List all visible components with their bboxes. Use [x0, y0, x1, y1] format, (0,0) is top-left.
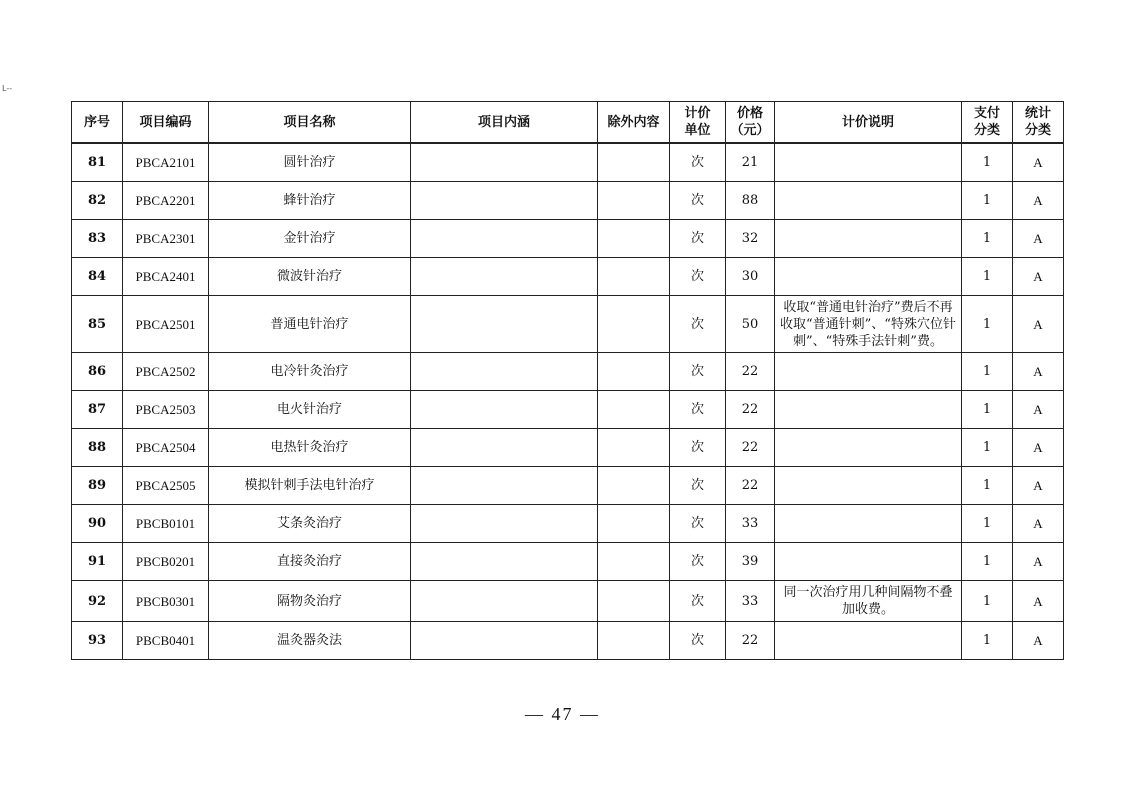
cell-price: 22 [726, 391, 775, 429]
table-row [72, 258, 1064, 296]
cell-pay: 1 [962, 258, 1013, 296]
cell-exclude [598, 429, 670, 467]
cell-stat: A [1013, 143, 1064, 182]
header-exclude: 除外内容 [598, 102, 670, 144]
cell-content [411, 543, 598, 581]
header-code: 项目编码 [123, 102, 209, 144]
cell-stat: A [1013, 296, 1064, 353]
cell-seq: 88 [72, 429, 123, 467]
header-pay-line2: 分类 [973, 123, 1000, 138]
page-number: — 47 — [525, 704, 600, 724]
cell-exclude [598, 467, 670, 505]
cell-pay: 1 [962, 505, 1013, 543]
header-name: 项目名称 [209, 102, 411, 144]
header-stat-line1: 统计 [1024, 106, 1051, 121]
cell-code: PBCA2501 [123, 296, 209, 353]
cell-unit: 次 [670, 429, 726, 467]
cell-seq: 86 [72, 353, 123, 391]
cell-pay: 1 [962, 182, 1013, 220]
header-price [726, 102, 775, 144]
cell-content [411, 467, 598, 505]
table-body [72, 143, 1064, 660]
cell-exclude [598, 391, 670, 429]
cell-unit: 次 [670, 622, 726, 660]
cell-pay: 1 [962, 429, 1013, 467]
cell-note [775, 622, 962, 660]
fee-table [71, 101, 1064, 660]
cell-seq: 83 [72, 220, 123, 258]
table-row [72, 543, 1064, 581]
cell-code: PBCA2201 [123, 182, 209, 220]
cell-note [775, 258, 962, 296]
cell-pay: 1 [962, 543, 1013, 581]
cell-note [775, 391, 962, 429]
cell-stat: A [1013, 505, 1064, 543]
cell-note [775, 467, 962, 505]
cell-unit: 次 [670, 353, 726, 391]
cell-note [775, 182, 962, 220]
cell-content [411, 296, 598, 353]
cell-name: 普通电针治疗 [209, 296, 411, 353]
cell-code: PBCB0401 [123, 622, 209, 660]
cell-pay: 1 [962, 143, 1013, 182]
cell-name: 蜂针治疗 [209, 182, 411, 220]
table-row [72, 391, 1064, 429]
cell-name: 电热针灸治疗 [209, 429, 411, 467]
cell-content [411, 505, 598, 543]
table-row [72, 143, 1064, 182]
cell-exclude [598, 182, 670, 220]
cell-pay: 1 [962, 296, 1013, 353]
table-row [72, 467, 1064, 505]
cell-seq: 85 [72, 296, 123, 353]
cell-price: 88 [726, 182, 775, 220]
cell-stat: A [1013, 429, 1064, 467]
header-stat-line2: 分类 [1024, 123, 1051, 138]
cell-price: 32 [726, 220, 775, 258]
cell-content [411, 353, 598, 391]
cell-unit: 次 [670, 581, 726, 622]
cell-name: 直接灸治疗 [209, 543, 411, 581]
cell-price: 30 [726, 258, 775, 296]
cell-stat: A [1013, 258, 1064, 296]
table-row [72, 429, 1064, 467]
cell-content [411, 182, 598, 220]
cell-code: PBCB0101 [123, 505, 209, 543]
cell-unit: 次 [670, 258, 726, 296]
cell-code: PBCB0301 [123, 581, 209, 622]
cell-code: PBCA2301 [123, 220, 209, 258]
cell-exclude [598, 543, 670, 581]
cell-pay: 1 [962, 467, 1013, 505]
table-row [72, 581, 1064, 622]
cell-price: 33 [726, 581, 775, 622]
cell-price: 21 [726, 143, 775, 182]
cell-exclude [598, 353, 670, 391]
cell-note: 同一次治疗用几种间隔物不叠加收费。 [775, 581, 962, 622]
header-row [72, 102, 1064, 144]
cell-exclude [598, 143, 670, 182]
cell-seq: 92 [72, 581, 123, 622]
cell-pay: 1 [962, 353, 1013, 391]
cell-exclude [598, 622, 670, 660]
header-unit-line1: 计价 [684, 106, 711, 121]
cell-price: 39 [726, 543, 775, 581]
cell-seq: 93 [72, 622, 123, 660]
cell-name: 电冷针灸治疗 [209, 353, 411, 391]
cell-unit: 次 [670, 505, 726, 543]
cell-code: PBCA2101 [123, 143, 209, 182]
header-stat [1013, 102, 1064, 144]
cell-exclude [598, 296, 670, 353]
cell-exclude [598, 581, 670, 622]
cell-stat: A [1013, 182, 1064, 220]
cell-exclude [598, 220, 670, 258]
cell-content [411, 429, 598, 467]
header-note: 计价说明 [775, 102, 962, 144]
cell-name: 金针治疗 [209, 220, 411, 258]
cell-exclude [598, 505, 670, 543]
cell-code: PBCA2503 [123, 391, 209, 429]
cell-seq: 81 [72, 143, 123, 182]
cell-content [411, 581, 598, 622]
cell-stat: A [1013, 581, 1064, 622]
cell-name: 艾条灸治疗 [209, 505, 411, 543]
cell-note [775, 143, 962, 182]
cell-note [775, 505, 962, 543]
cell-pay: 1 [962, 581, 1013, 622]
cell-seq: 91 [72, 543, 123, 581]
cell-pay: 1 [962, 391, 1013, 429]
cell-price: 22 [726, 622, 775, 660]
cell-stat: A [1013, 467, 1064, 505]
cell-unit: 次 [670, 467, 726, 505]
cell-unit: 次 [670, 182, 726, 220]
cell-content [411, 258, 598, 296]
cell-exclude [598, 258, 670, 296]
header-price-line2: （元） [730, 123, 770, 138]
cell-unit: 次 [670, 391, 726, 429]
cell-stat: A [1013, 220, 1064, 258]
cell-pay: 1 [962, 220, 1013, 258]
cell-price: 22 [726, 353, 775, 391]
cell-name: 微波针治疗 [209, 258, 411, 296]
table-row [72, 296, 1064, 353]
cell-seq: 82 [72, 182, 123, 220]
header-pay-line1: 支付 [973, 106, 1000, 121]
table-row [72, 622, 1064, 660]
cell-name: 温灸器灸法 [209, 622, 411, 660]
cell-stat: A [1013, 622, 1064, 660]
cell-content [411, 220, 598, 258]
cell-price: 22 [726, 467, 775, 505]
header-unit [670, 102, 726, 144]
cell-price: 22 [726, 429, 775, 467]
cell-unit: 次 [670, 220, 726, 258]
table-row [72, 182, 1064, 220]
table-row [72, 220, 1064, 258]
header-content: 项目内涵 [411, 102, 598, 144]
cell-stat: A [1013, 353, 1064, 391]
header-pay [962, 102, 1013, 144]
cell-code: PBCB0201 [123, 543, 209, 581]
cell-price: 50 [726, 296, 775, 353]
cell-content [411, 143, 598, 182]
cell-name: 模拟针刺手法电针治疗 [209, 467, 411, 505]
table-row [72, 505, 1064, 543]
cell-name: 圆针治疗 [209, 143, 411, 182]
cell-seq: 84 [72, 258, 123, 296]
cell-name: 隔物灸治疗 [209, 581, 411, 622]
cell-unit: 次 [670, 143, 726, 182]
header-price-line1: 价格 [736, 106, 763, 121]
cell-content [411, 391, 598, 429]
cell-code: PBCA2502 [123, 353, 209, 391]
cell-note [775, 353, 962, 391]
cell-stat: A [1013, 391, 1064, 429]
cell-seq: 89 [72, 467, 123, 505]
cell-unit: 次 [670, 543, 726, 581]
table-row [72, 353, 1064, 391]
cell-content [411, 622, 598, 660]
cell-note [775, 220, 962, 258]
cell-note [775, 429, 962, 467]
cell-stat: A [1013, 543, 1064, 581]
cell-note: 收取“普通电针治疗”费后不再收取“普通针刺”、“特殊穴位针刺”、“特殊手法针刺”费。 [775, 296, 962, 353]
cell-note [775, 543, 962, 581]
cell-code: PBCA2401 [123, 258, 209, 296]
cell-pay: 1 [962, 622, 1013, 660]
cell-price: 33 [726, 505, 775, 543]
cell-code: PBCA2505 [123, 467, 209, 505]
corner-mark: L-- [2, 84, 13, 93]
cell-name: 电火针治疗 [209, 391, 411, 429]
cell-code: PBCA2504 [123, 429, 209, 467]
cell-seq: 87 [72, 391, 123, 429]
cell-unit: 次 [670, 296, 726, 353]
header-unit-line2: 单位 [684, 123, 711, 138]
header-seq: 序号 [72, 102, 123, 144]
cell-seq: 90 [72, 505, 123, 543]
